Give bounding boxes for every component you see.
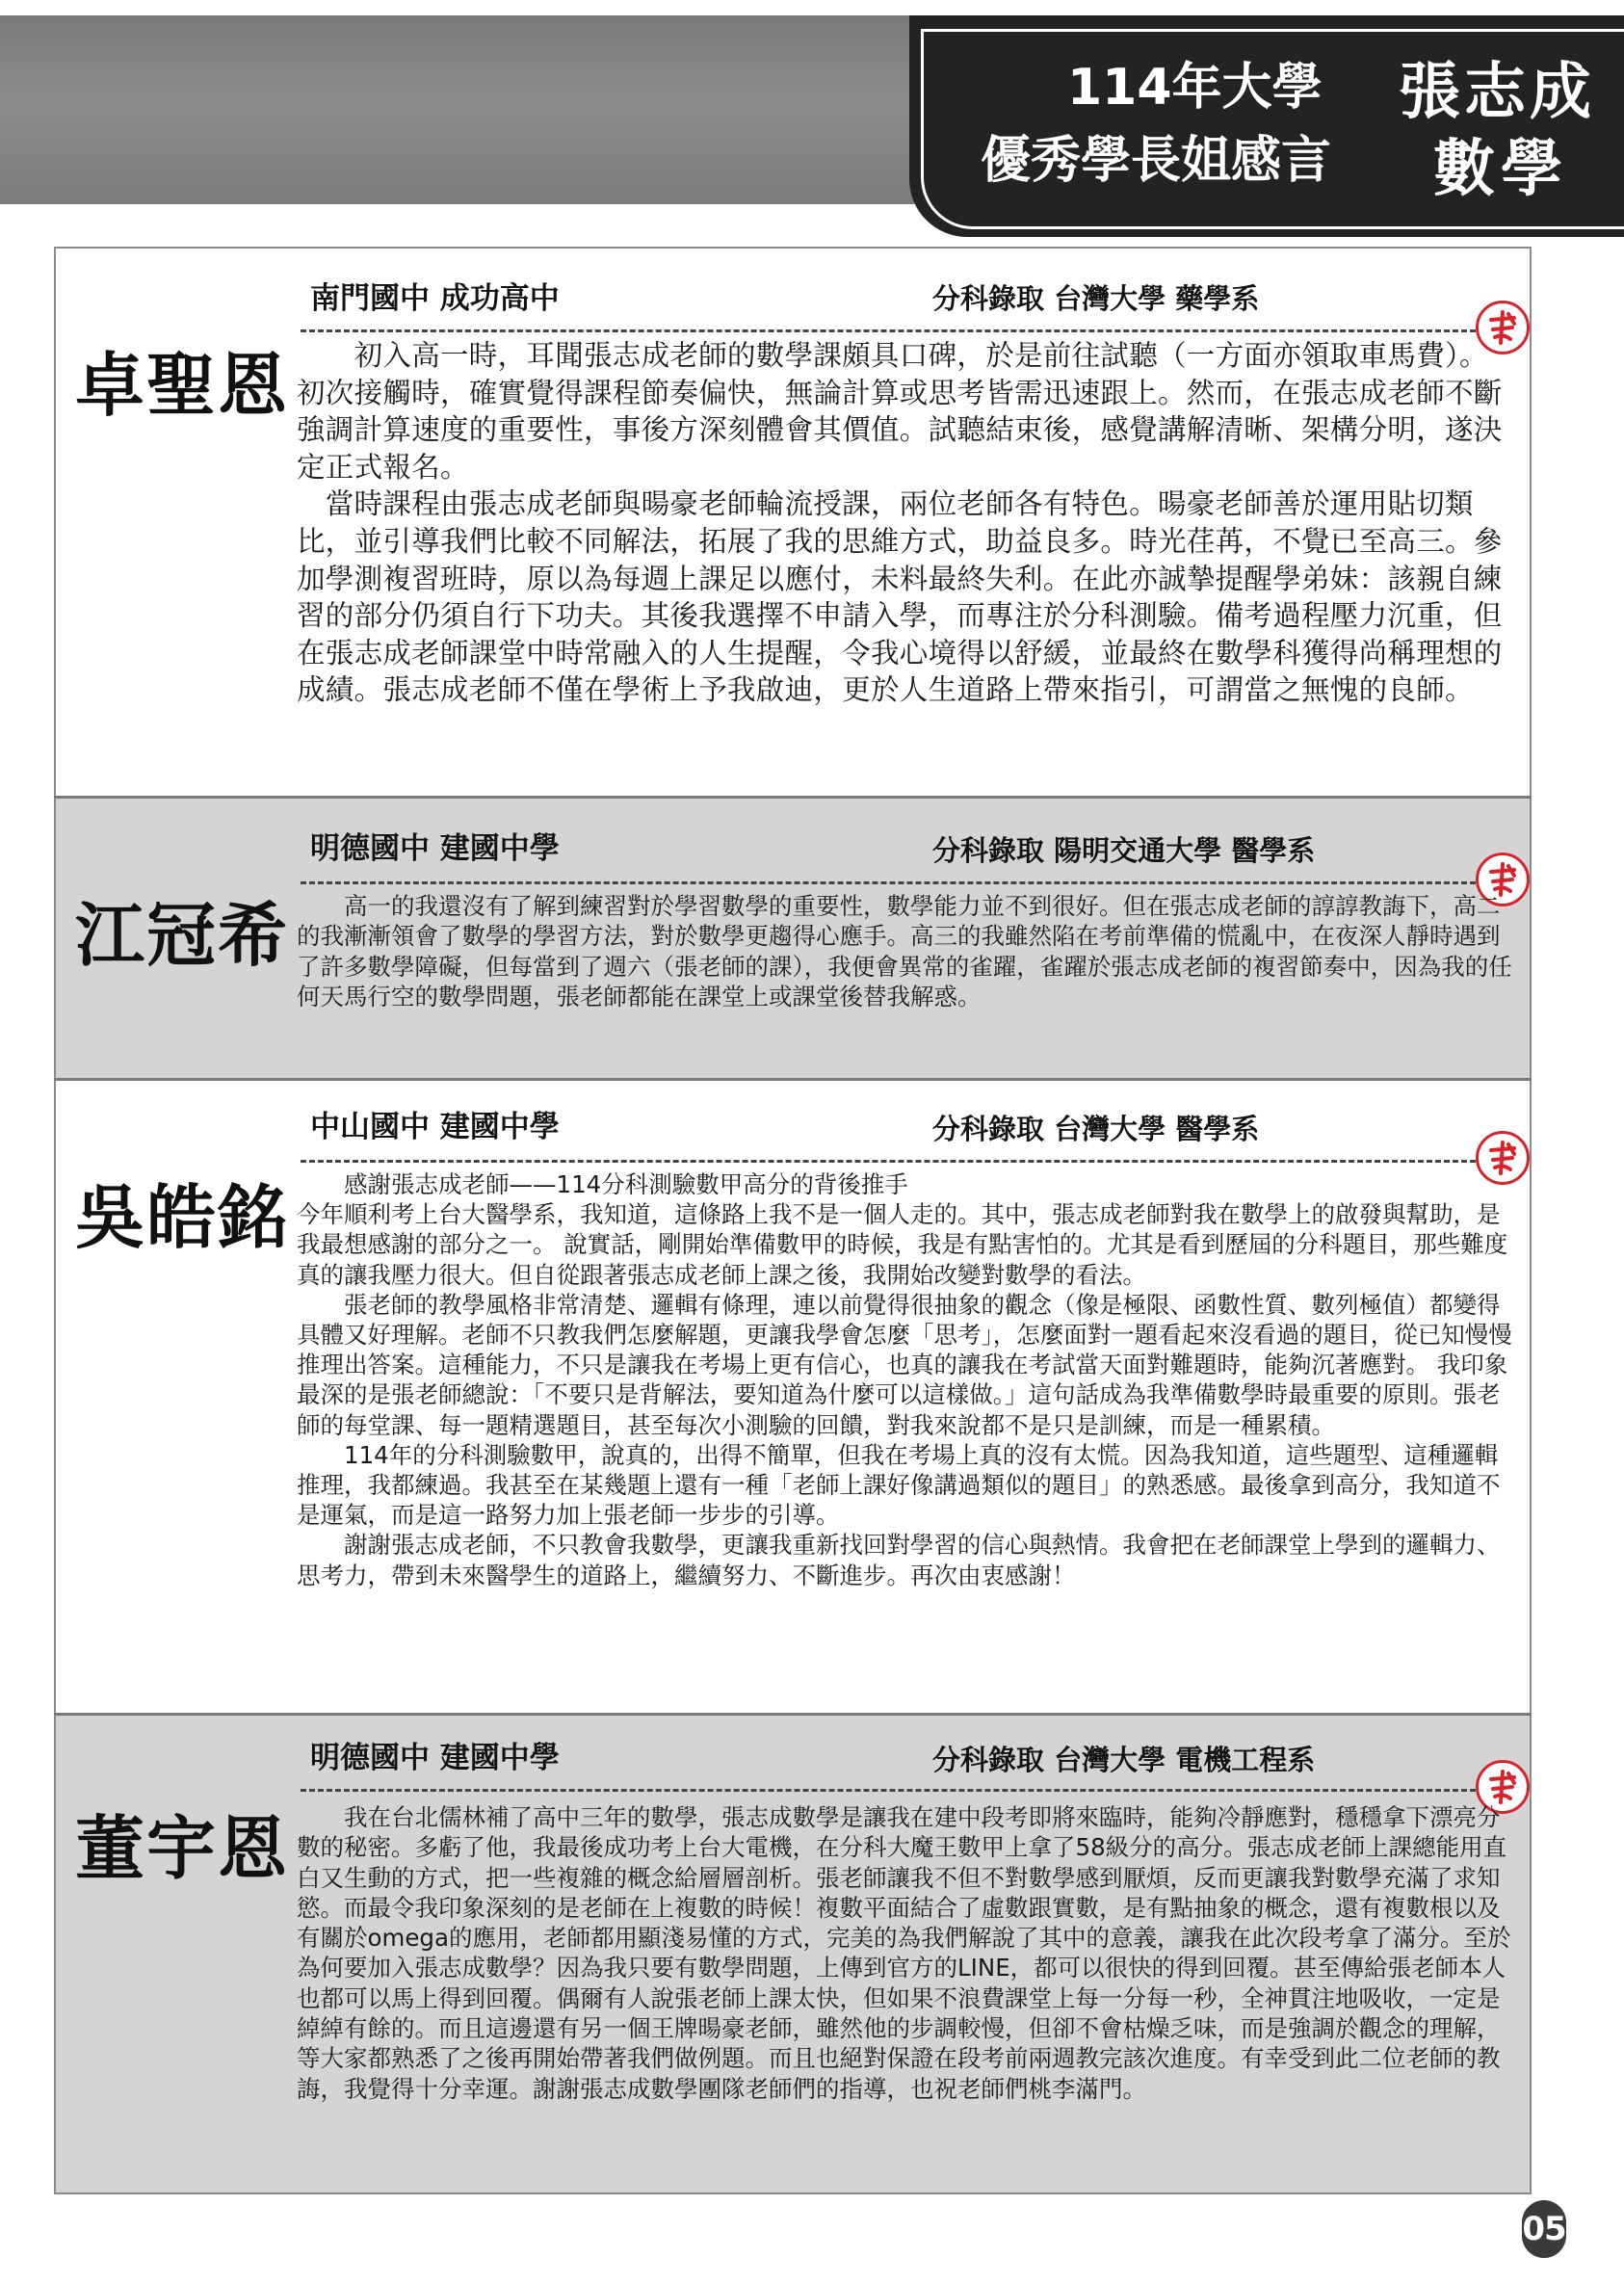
student-schools: 明德國中 建國中學	[310, 1741, 560, 1775]
admission-result: 分科錄取 台灣大學 藥學系	[932, 282, 1260, 315]
student-schools: 中山國中 建國中學	[310, 1110, 560, 1144]
student-name: 董宇恩	[75, 1808, 290, 1889]
page-number: 05	[1522, 2200, 1566, 2258]
header-subject: 數學	[1433, 134, 1568, 205]
dashed-divider	[301, 1160, 1476, 1163]
dashed-divider	[301, 881, 1476, 884]
testimonial-text: 我在台北儒林補了高中三年的數學，張志成數學是讓我在建中段考即將來臨時，能夠冷靜應對，穩穩拿下漂亮分數的秘密。多虧了他，我最後成功考上台大電機，在分科大魔王數甲上拿了58級分的高分。張志成老師上課總能用直白又生動的方式，把一些複雜的概念給層層剖析。張老師讓我不但不對數學感到厭煩，反而更讓我對數學充滿了求知慾。而最令我印象深刻的是老師在上複數的時候！複數平面結合了虛數跟實數，是有點抽象的概念，還有複數根以及有關於omega的應用，老師都用顯淺易懂的方式，完美的為我們解說了其中的意義，讓我在此次段考拿了滿分。至於為何要加入張志成數學？因為我只要有數學問題，上傳到官方的LINE，都可以很快的得到回覆。甚至傳給張老師本人也都可以馬上得到回覆。偶爾有人說張老師上課太快，但如果不浪費課堂上每一分每一秒，全神貫注地吸收，一定是綽綽有餘的。而且這邊還有另一個王牌暘豪老師，雖然他的步調較慢，但卻不會枯燥乏味，而是強調於觀念的理解，等大家都熟悉了之後再開始帶著我們做例題。而且也絕對保證在段考前兩週教完該次進度。有幸受到此二位老師的教誨，我覺得十分幸運。謝謝張志成數學團隊老師們的指導，也祝老師們桃李滿門。	[297, 1803, 1511, 2103]
testimonial-text: 感謝張志成老師——114分科測驗數甲高分的背後推手 今年順利考上台大醫學系，我知道，這條路上我不是一個人走的。其中，張志成老師對我在數學上的啟發與幫助，是我最想感謝的部分之一。 說實話，剛開始準備數甲的時候，我是有點害怕的。尤其是看到歷屆的分科題目，那些難度真的讓我壓力很大。但自從跟著張志成老師上課之後，我開始改變對數學的看法。 張老師的教學風格非常清楚、邏輯有條理，連以前覺得很抽象的觀念（像是極限、函數性質、數列極值）都變得具體又好理解。老師不只教我們怎麼解題，更讓我學會怎麼「思考」，怎麼面對一題看起來沒看過的題目，從已知慢慢推理出答案。這種能力，不只是讓我在考場上更有信心，也真的讓我在考試當天面對難題時，能夠沉著應對。 我印象最深的是張老師總說：「不要只是背解法，要知道為什麼可以這樣做。」這句話成為我準備數學時最重要的原則。張老師的每堂課、每一題精選題目，甚至每次小測驗的回饋，對我來說都不是只是訓練，而是一種累積。 114年的分科測驗數甲，說真的，出得不簡單，但我在考場上真的沒有太慌。因為我知道，這些題型、這種邏輯推理，我都練過。我甚至在某幾題上還有一種「老師上課好像講過類似的題目」的熟悉感。最後拿到高分，我知道不是運氣，而是這一路努力加上張老師一步步的引導。 謝謝張志成老師，不只教會我數學，更讓我重新找回對學習的信心與熱情。我會把在老師課堂上學到的邏輯力、思考力，帶到未來醫學生的道路上，繼續努力、不斷進步。再次由衷感謝！	[297, 1170, 1512, 1589]
admission-result: 分科錄取 台灣大學 醫學系	[932, 1113, 1260, 1145]
header-year-title: 114年大學	[1067, 59, 1323, 117]
header-teacher-name: 張志成	[1399, 57, 1595, 128]
testimonial-card	[56, 1081, 1530, 1713]
testimonial-card	[56, 1716, 1530, 2192]
student-schools: 南門國中 成功高中	[310, 281, 560, 316]
admission-result: 分科錄取 台灣大學 電機工程系	[932, 1744, 1316, 1776]
header-subtitle: 優秀學長姐感言	[981, 132, 1332, 190]
admission-result: 分科錄取 陽明交通大學 醫學系	[932, 834, 1316, 867]
testimonial-text: 初入高一時，耳聞張志成老師的數學課頗具口碑，於是前往試聽（一方面亦領取車馬費）。初次接觸時，確實覺得課程節奏偏快，無論計算或思考皆需迅速跟上。然而，在張志成老師不斷強調計算速度的重要性，事後方深刻體會其價值。試聽結束後，感覺講解清晰、架構分明，遂決定正式報名。 當時課程由張志成老師與暘豪老師輪流授課，兩位老師各有特色。暘豪老師善於運用貼切類比，並引導我們比較不同解法，拓展了我的思維方式，助益良多。時光荏苒，不覺已至高三。參加學測複習班時，原以為每週上課足以應付，未料最終失利。在此亦誠摯提醒學弟妹：該親自練習的部分仍須自行下功夫。其後我選擇不申請入學，而專注於分科測驗。備考過程壓力沉重，但在張志成老師課堂中時常融入的人生提醒，令我心境得以舒緩，並最終在數學科獲得尚稱理想的成績。張志成老師不僅在學術上予我啟迪，更於人生道路上帶來指引，可謂當之無愧的良師。	[297, 339, 1503, 707]
dashed-divider	[301, 329, 1476, 332]
testimonial-card	[56, 249, 1530, 796]
testimonial-text: 高一的我還沒有了解到練習對於學習數學的重要性，數學能力並不到很好。但在張志成老師的諄諄教誨下，高二的我漸漸領會了數學的學習方法，對於數學更趨得心應手。高三的我雖然陷在考前準備的慌亂中，在夜深人靜時遇到了許多數學障礙，但每當到了週六（張老師的課），我便會異常的雀躍，雀躍於張志成老師的複習節奏中，因為我的任何天馬行空的數學問題，張老師都能在課堂上或課堂後替我解惑。	[297, 892, 1512, 1011]
student-name: 卓聖恩	[75, 345, 290, 426]
student-schools: 明德國中 建國中學	[310, 831, 560, 866]
student-name: 吳皓銘	[75, 1177, 290, 1258]
dashed-divider	[301, 1789, 1476, 1792]
testimonial-card	[56, 799, 1530, 1078]
student-name: 江冠希	[75, 895, 290, 976]
